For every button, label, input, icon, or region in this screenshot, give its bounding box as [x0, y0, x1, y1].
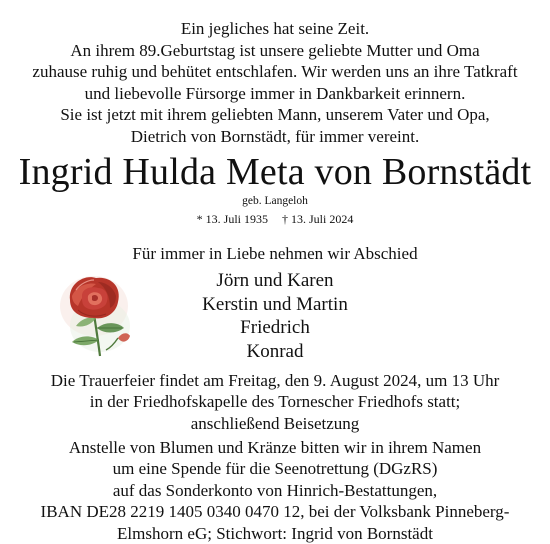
birth-date: * 13. Juli 1935 — [196, 212, 268, 226]
mourner-name: Jörn und Karen — [216, 270, 334, 291]
mourner-name: Friedrich — [240, 317, 310, 338]
maiden-name: geb. Langeloh — [242, 195, 308, 207]
rose-illustration-icon — [48, 266, 144, 362]
intro-text — [0, 18, 550, 148]
ceremony-info — [0, 370, 550, 434]
donation-line: Anstelle von Blumen und Kränze bitten wir in ihrem Namen — [68, 438, 482, 457]
donation-line: IBAN DE28 2219 1405 0340 0470 12, bei der Volksbank Pinneberg- — [40, 502, 510, 522]
death-date: † 13. Juli 2024 — [282, 212, 354, 226]
intro-line: und liebevolle Fürsorge immer in Dankbarkeit erinnern. — [84, 83, 466, 103]
life-dates — [0, 212, 550, 227]
mourners-list — [200, 269, 350, 363]
donation-info — [0, 437, 550, 544]
ceremony-line: Die Trauerfeier findet am Freitag, den 9. August 2024, um 13 Uhr — [50, 371, 500, 390]
deceased-name: Ingrid Hulda Meta von Bornstädt — [18, 151, 532, 193]
ceremony-line: anschließend Beisetzung — [190, 413, 360, 433]
donation-line: um eine Spende für die Seenotrettung (DGzRS) — [112, 459, 438, 479]
farewell-text: Für immer in Liebe nehmen wir Abschied — [132, 244, 418, 263]
intro-line: Dietrich von Bornstädt, für immer vereint. — [130, 126, 420, 146]
intro-line: Sie ist jetzt mit ihrem geliebten Mann, unserem Vater und Opa, — [60, 105, 490, 125]
intro-line: zuhause ruhig und behütet entschlafen. Wir werden uns an ihre Tatkraft — [32, 62, 518, 82]
ceremony-line: in der Friedhofskapelle des Tornescher Friedhofs statt; — [89, 392, 461, 412]
intro-line: Ein jegliches hat seine Zeit. — [180, 19, 370, 38]
intro-line: An ihrem 89.Geburtstag ist unsere geliebte Mutter und Oma — [70, 40, 480, 60]
mourner-name: Kerstin und Martin — [202, 293, 348, 315]
donation-line: Elmshorn eG; Stichwort: Ingrid von Bornstädt — [117, 523, 433, 543]
mourner-name: Konrad — [246, 340, 304, 362]
donation-line: auf das Sonderkonto von Hinrich-Bestattungen, — [112, 480, 438, 500]
